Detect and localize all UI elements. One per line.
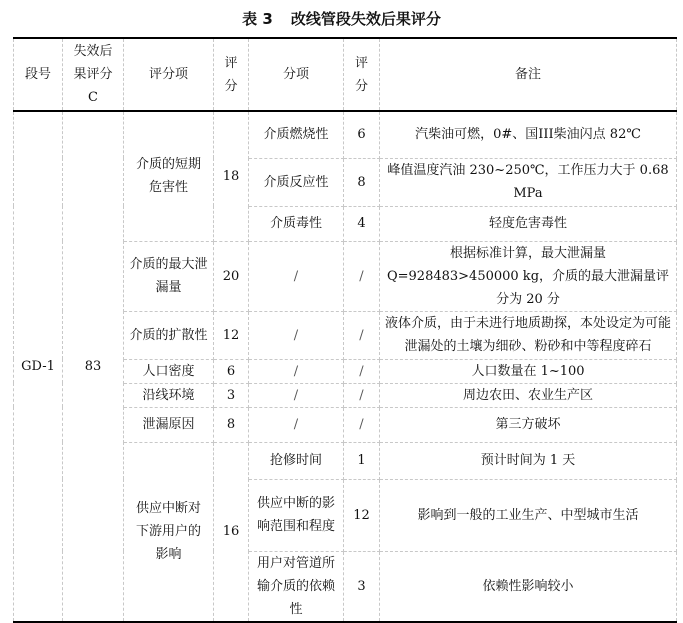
subitem-score: 4 [344, 206, 380, 241]
subitem-name: / [249, 383, 344, 407]
item-name: 泄漏原因 [124, 407, 214, 442]
item-score: 18 [214, 111, 249, 241]
segment-id: GD-1 [14, 111, 63, 622]
item-name: 供应中断对下游用户的影响 [124, 442, 214, 622]
table-caption [0, 8, 683, 29]
header-score: 评分 [214, 38, 249, 111]
item-name: 介质的扩散性 [124, 311, 214, 359]
consequence-score-table [13, 37, 677, 623]
subitem-score: / [344, 241, 380, 311]
note: 汽柴油可燃，0#、国III柴油闪点 82℃ [380, 111, 677, 158]
header-subscore: 评分 [344, 38, 380, 111]
item-name: 介质的短期危害性 [124, 111, 214, 241]
subitem-name: / [249, 311, 344, 359]
subitem-name: / [249, 241, 344, 311]
item-score: 20 [214, 241, 249, 311]
subitem-score: 6 [344, 111, 380, 158]
item-score: 12 [214, 311, 249, 359]
note: 第三方破坏 [380, 407, 677, 442]
table-number: 表 3 [242, 10, 273, 28]
note: 周边农田、农业生产区 [380, 383, 677, 407]
subitem-name: 介质毒性 [249, 206, 344, 241]
subitem-name: / [249, 359, 344, 383]
subitem-name: / [249, 407, 344, 442]
header-subitem: 分项 [249, 38, 344, 111]
note: 影响到一般的工业生产、中型城市生活 [380, 479, 677, 551]
note: 预计时间为 1 天 [380, 442, 677, 479]
header-segment: 段号 [14, 38, 63, 111]
item-name: 介质的最大泄漏量 [124, 241, 214, 311]
note: 依赖性影响较小 [380, 551, 677, 622]
segment-score: 83 [63, 111, 124, 622]
item-name: 沿线环境 [124, 383, 214, 407]
header-row [14, 38, 677, 111]
item-score: 6 [214, 359, 249, 383]
subitem-name: 抢修时间 [249, 442, 344, 479]
table-title: 改线管段失效后果评分 [290, 10, 441, 28]
subitem-score: 1 [344, 442, 380, 479]
subitem-name: 介质反应性 [249, 158, 344, 206]
header-consequence-score: 失效后果评分C [63, 38, 124, 111]
subitem-score: 8 [344, 158, 380, 206]
subitem-score: 3 [344, 551, 380, 622]
subitem-score: / [344, 383, 380, 407]
header-note: 备注 [380, 38, 677, 111]
note: 轻度危害毒性 [380, 206, 677, 241]
note: 液体介质，由于未进行地质勘探，本处设定为可能泄漏处的土壤为细砂、粉砂和中等程度碎石 [380, 311, 677, 359]
item-name: 人口密度 [124, 359, 214, 383]
subitem-score: / [344, 359, 380, 383]
note: 根据标准计算，最大泄漏量 Q=928483>450000 kg，介质的最大泄漏量评分为 20 分 [380, 241, 677, 311]
item-score: 16 [214, 442, 249, 622]
subitem-name: 用户对管道所输介质的依赖性 [249, 551, 344, 622]
subitem-score: 12 [344, 479, 380, 551]
item-score: 3 [214, 383, 249, 407]
subitem-name: 介质燃烧性 [249, 111, 344, 158]
subitem-name: 供应中断的影响范围和程度 [249, 479, 344, 551]
header-item: 评分项 [124, 38, 214, 111]
item-score: 8 [214, 407, 249, 442]
note: 峰值温度汽油 230~250℃，工作压力大于 0.68 MPa [380, 158, 677, 206]
subitem-score: / [344, 311, 380, 359]
note: 人口数量在 1~100 [380, 359, 677, 383]
subitem-score: / [344, 407, 380, 442]
table-row [14, 111, 677, 158]
